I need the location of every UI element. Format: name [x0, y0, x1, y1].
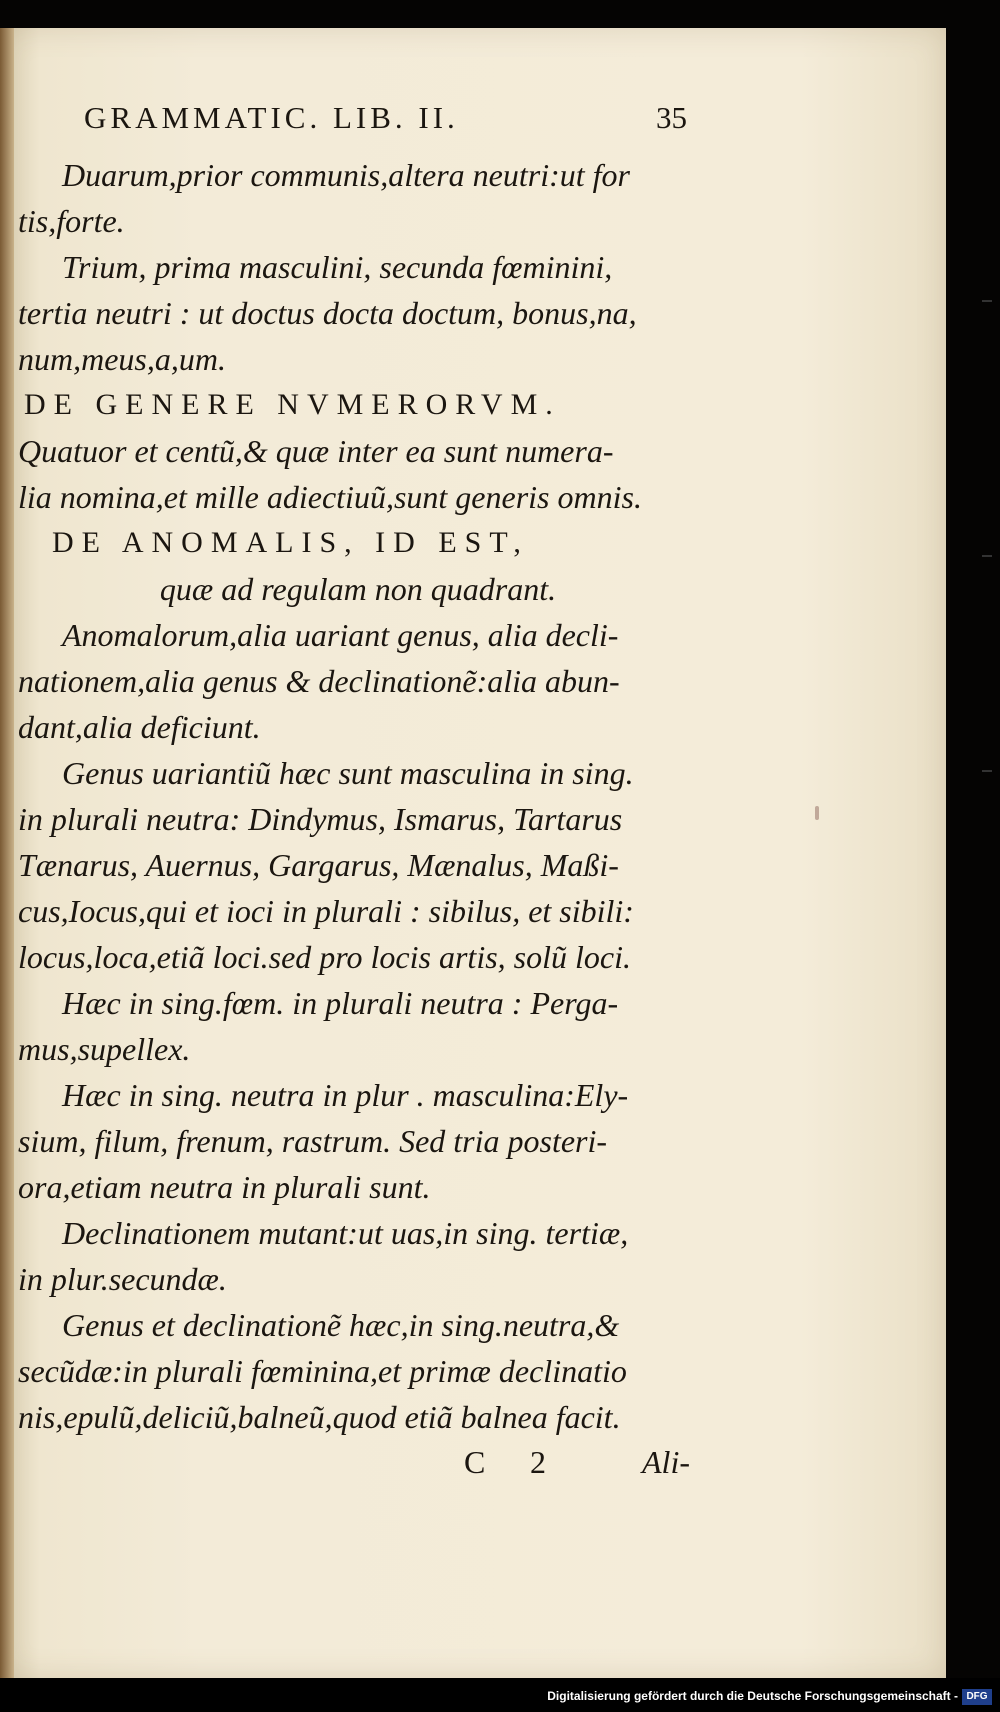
text-line: sium, filum, frenum, rastrum. Sed tria posteri-: [18, 1123, 608, 1159]
text-line: ora,etiam neutra in plurali sunt.: [18, 1169, 431, 1205]
paper-stain: [815, 806, 819, 820]
text-line: Hæc in sing.fœm. in plurali neutra : Perga-: [62, 985, 619, 1021]
signature-number: 2: [530, 1444, 546, 1480]
text-line: in plur.secundæ.: [18, 1261, 227, 1297]
text-line: Declinationem mutant:ut uas,in sing. tertiæ,: [62, 1215, 629, 1251]
section-heading: DE ANOMALIS, ID EST,: [52, 526, 529, 559]
catchword: Ali-: [642, 1444, 690, 1480]
text-line: nis,epulũ,deliciũ,balneũ,quod etiã balnea facit.: [18, 1399, 621, 1435]
text-line: Quatuor et centũ,& quæ inter ea sunt numera-: [18, 433, 614, 469]
section-subheading: quæ ad regulam non quadrant.: [159, 571, 557, 607]
text-line: Anomalorum,alia uariant genus, alia decli-: [62, 617, 619, 653]
text-line: locus,loca,etiã loci.sed pro locis artis, solũ loci.: [18, 939, 631, 975]
text-line: tis,forte.: [18, 203, 125, 239]
margin-mark: [982, 300, 992, 302]
text-line: Genus uariantiũ hæc sunt masculina in sing.: [62, 755, 634, 791]
signature-mark: C: [464, 1444, 486, 1480]
text-line: secũdæ:in plurali fœminina,et primæ declinatio: [18, 1353, 627, 1389]
signature-line: [18, 1440, 698, 1490]
text-line: nationem,alia genus & declinationẽ:alia abun-: [18, 663, 620, 699]
text-line: Genus et declinationẽ hæc,in sing.neutra,&: [62, 1307, 620, 1343]
text-line: mus,supellex.: [18, 1031, 191, 1067]
margin-mark: [982, 770, 992, 772]
page-number: 35: [656, 100, 687, 135]
page-text: [18, 100, 698, 1490]
footer-bar: [0, 1678, 1000, 1712]
text-line: in plurali neutra: Dindymus, Ismarus, Tartarus: [18, 801, 623, 837]
text-line: dant,alia deficiunt.: [18, 709, 261, 745]
text-line: num,meus,a,um.: [18, 341, 226, 377]
margin-mark: [982, 555, 992, 557]
dfg-logo: DFG: [962, 1689, 992, 1705]
text-line: Tænarus, Auernus, Gargarus, Mænalus, Maßi-: [18, 847, 619, 883]
text-line: Trium, prima masculini, secunda fœminini,: [62, 249, 613, 285]
text-line: lia nomina,et mille adiectiuũ,sunt generis omnis.: [18, 479, 642, 515]
running-head-title: GRAMMATIC. LIB. II.: [84, 100, 459, 135]
section-heading: DE GENERE NVMERORVM.: [24, 388, 561, 421]
text-line: Duarum,prior communis,altera neutri:ut for: [62, 157, 630, 193]
text-line: tertia neutri : ut doctus docta doctum, bonus,na,: [18, 295, 637, 331]
running-head: [18, 100, 698, 152]
text-line: cus,Iocus,qui et ioci in plurali : sibilus, et sibili:: [18, 893, 634, 929]
page-gutter-edge: [0, 28, 14, 1678]
text-line: Hæc in sing. neutra in plur . masculina:Ely-: [62, 1077, 629, 1113]
funding-credit: Digitalisierung gefördert durch die Deutsche Forschungsgemeinschaft -: [547, 1689, 958, 1703]
